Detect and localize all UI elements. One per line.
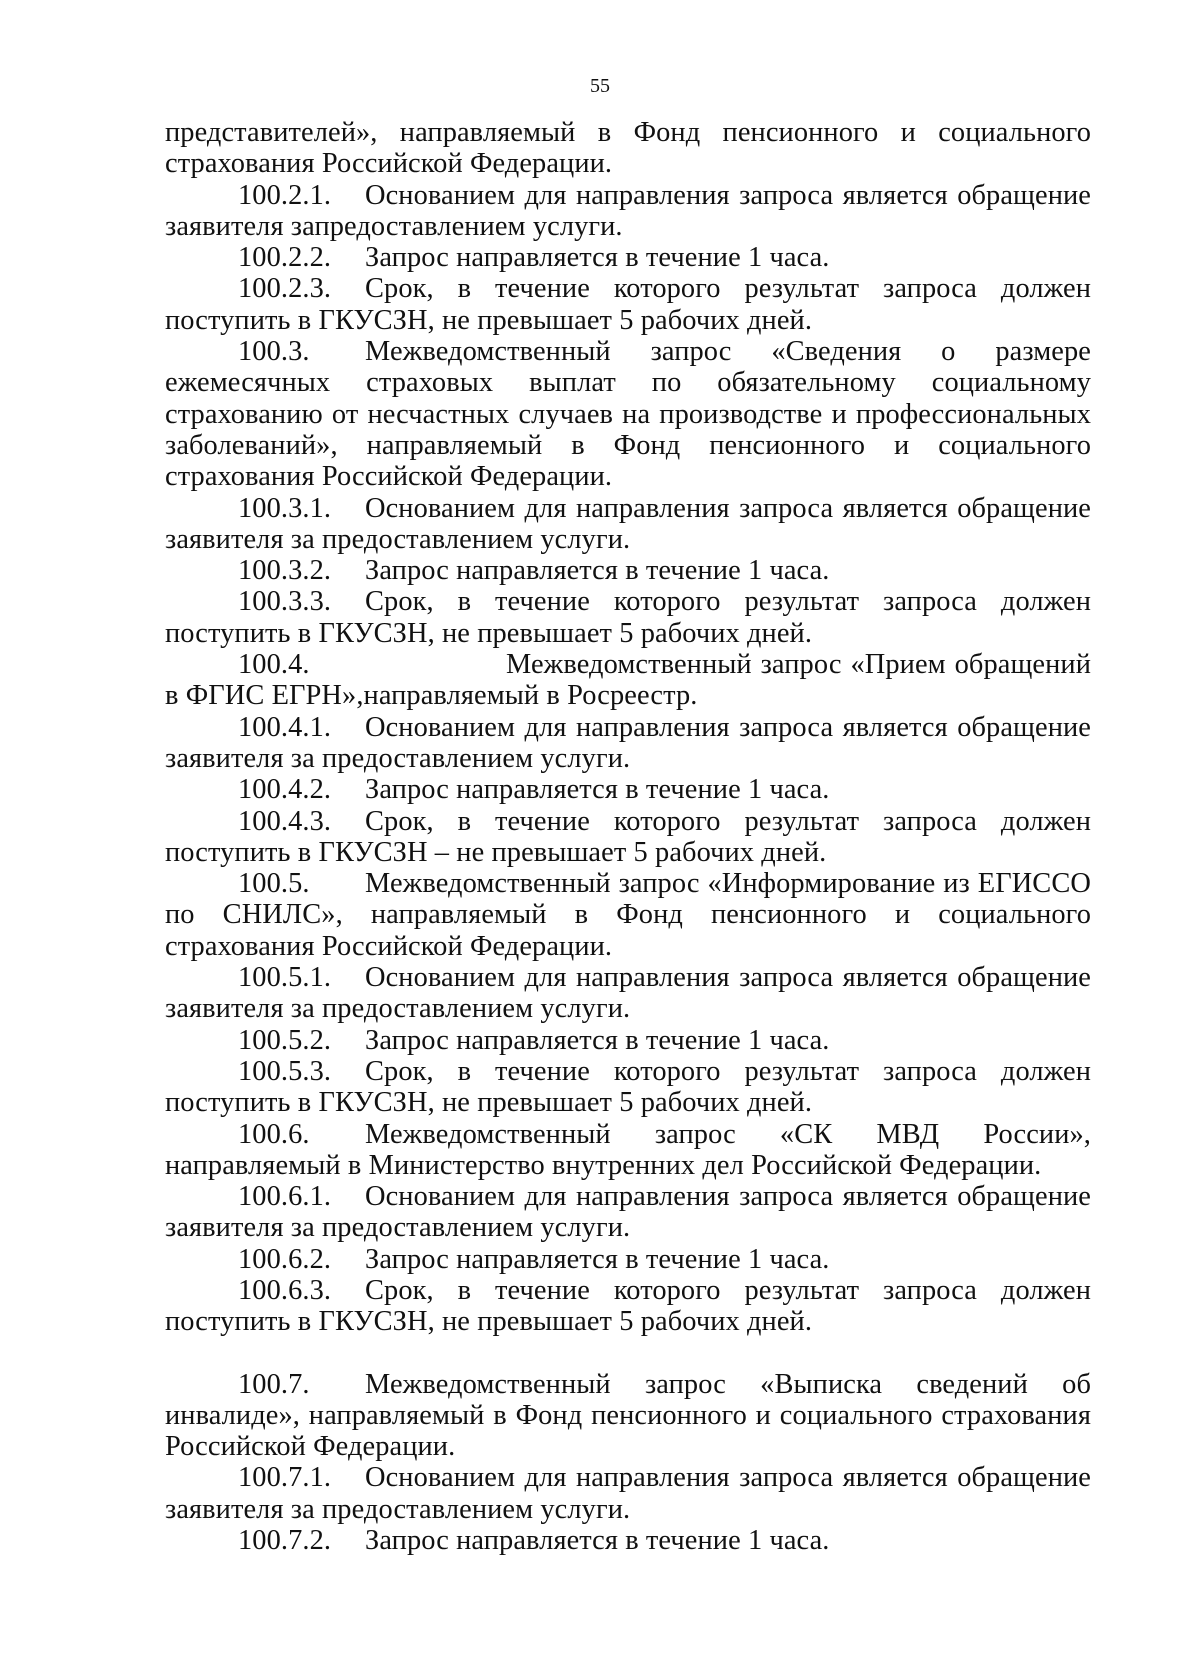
paragraph-text: Основанием для направления запроса является обращение заявителя за предоставлением услуги. [165, 962, 1091, 1025]
paragraph-number: 100.6.2. [238, 1243, 332, 1275]
paragraph-text: Основанием для направления запроса является обращение заявителя за предоставлением услуги. [165, 711, 1091, 774]
paragraph-100-4-2 [165, 774, 1091, 805]
paragraph-100-2-2 [165, 242, 1091, 273]
paragraph-100-3-3 [165, 586, 1091, 649]
paragraph-text: Запрос направляется в течение 1 часа. [365, 555, 830, 587]
paragraph-number: 100.6.1. [238, 1181, 332, 1213]
paragraph-number: 100.2.2. [238, 242, 332, 274]
paragraph-text: Основанием для направления запроса является обращение заявителя запредоставлением услуги. [165, 179, 1091, 242]
paragraph-text: Межведомственный запрос «Сведения о размере ежемесячных страховых выплат по обязательному социальному страхованию от несчастных случаев на производстве и профессиональных заболеваний», направляемый в Фонд пенсионного и социального страхования Российской Федерации. [165, 336, 1091, 493]
paragraph-text: представителей», направляемый в Фонд пенсионного и социального страхования Российской Федерации. [165, 117, 1091, 180]
paragraph-number: 100.3. [238, 336, 310, 368]
paragraph-100-7 [165, 1369, 1091, 1463]
paragraph-text: Запрос направляется в течение 1 часа. [365, 1024, 830, 1056]
paragraph-text: Срок, в течение которого результат запроса должен поступить в ГКУСЗН, не превышает 5 рабочих дней. [165, 1055, 1091, 1119]
paragraph-number: 100.3.2. [238, 555, 332, 587]
paragraph-100-5-2 [165, 1025, 1091, 1056]
paragraph-100-7-2 [165, 1525, 1091, 1556]
paragraph-number: 100.6. [238, 1118, 310, 1150]
paragraph-100-6-1 [165, 1181, 1091, 1244]
paragraph-text: Основанием для направления запроса является обращение заявителя за предоставлением услуги. [165, 492, 1091, 555]
paragraph-number: 100.7.2. [238, 1525, 332, 1557]
paragraph-text: Межведомственный запрос «Прием обращений в ФГИС ЕГРН»,направляемый в Росреестр. [165, 649, 1091, 712]
paragraph-100-2-1 [165, 180, 1091, 243]
paragraph-text: Запрос направляется в течение 1 часа. [365, 774, 830, 806]
paragraph-number: 100.7. [238, 1368, 310, 1400]
paragraph-100-4-3 [165, 806, 1091, 869]
paragraph-100-6-2 [165, 1244, 1091, 1275]
paragraph-text: Срок, в течение которого результат запроса должен поступить в ГКУСЗН – не превышает 5 рабочих дней. [165, 805, 1091, 868]
paragraph-text: Межведомственный запрос «Информирование из ЕГИССО по СНИЛС», направляемый в Фонд пенсионного и социального страхования Российской Федерации. [165, 868, 1091, 962]
paragraph-100-3-1 [165, 493, 1091, 556]
paragraph-number: 100.4.2. [238, 774, 332, 806]
paragraph-text: Запрос направляется в течение 1 часа. [365, 1525, 830, 1557]
paragraph-text: Запрос направляется в течение 1 часа. [365, 242, 830, 274]
paragraph-number: 100.6.3. [238, 1274, 332, 1306]
paragraph-text: Срок, в течение которого результат запроса должен поступить в ГКУСЗН, не превышает 5 рабочих дней. [165, 273, 1091, 336]
paragraph-100-4 [165, 649, 1091, 712]
paragraph-number: 100.5.2. [238, 1024, 332, 1056]
paragraph-100-5-3 [165, 1056, 1091, 1119]
paragraph-number: 100.7.1. [238, 1462, 332, 1494]
paragraph-number: 100.3.1. [238, 492, 332, 524]
document-body [165, 117, 1091, 1556]
paragraph-text: Запрос направляется в течение 1 часа. [365, 1243, 830, 1275]
paragraph-100-6-3 [165, 1275, 1091, 1338]
paragraph-100-4-1 [165, 712, 1091, 775]
paragraph-number: 100.4.3. [238, 805, 332, 837]
paragraph-100-3-2 [165, 555, 1091, 586]
paragraph-100-5-1 [165, 962, 1091, 1025]
paragraph-number: 100.5. [238, 868, 310, 900]
paragraph-100-6 [165, 1119, 1091, 1182]
paragraph-100-7-1 [165, 1462, 1091, 1525]
paragraph-100-2-3 [165, 273, 1091, 336]
paragraph-number: 100.4.1. [238, 711, 332, 743]
paragraph-text: Срок, в течение которого результат запроса должен поступить в ГКУСЗН, не превышает 5 рабочих дней. [165, 586, 1091, 649]
paragraph-text: Основанием для направления запроса является обращение заявителя за предоставлением услуги. [165, 1181, 1091, 1244]
paragraph-number: 100.5.3. [238, 1055, 332, 1087]
paragraph-text: Срок, в течение которого результат запроса должен поступить в ГКУСЗН, не превышает 5 рабочих дней. [165, 1274, 1091, 1338]
paragraph-100-5 [165, 868, 1091, 962]
paragraph-100-3 [165, 336, 1091, 492]
page-number: 55 [590, 75, 610, 97]
paragraph-text: Межведомственный запрос «Выписка сведений об инвалиде», направляемый в Фонд пенсионного и социального страхования Российской Федерации. [165, 1368, 1091, 1463]
paragraph-text: Основанием для направления запроса является обращение заявителя за предоставлением услуги. [165, 1462, 1091, 1525]
paragraph-number: 100.2.1. [238, 179, 332, 211]
paragraph-number: 100.3.3. [238, 586, 332, 618]
paragraph-continuation [165, 117, 1091, 180]
paragraph-number: 100.5.1. [238, 962, 332, 994]
paragraph-number: 100.2.3. [238, 273, 332, 305]
paragraph-text: Межведомственный запрос «СК МВД России», направляемый в Министерство внутренних дел Российской Федерации. [165, 1118, 1091, 1181]
paragraph-number: 100.4. [238, 649, 310, 681]
